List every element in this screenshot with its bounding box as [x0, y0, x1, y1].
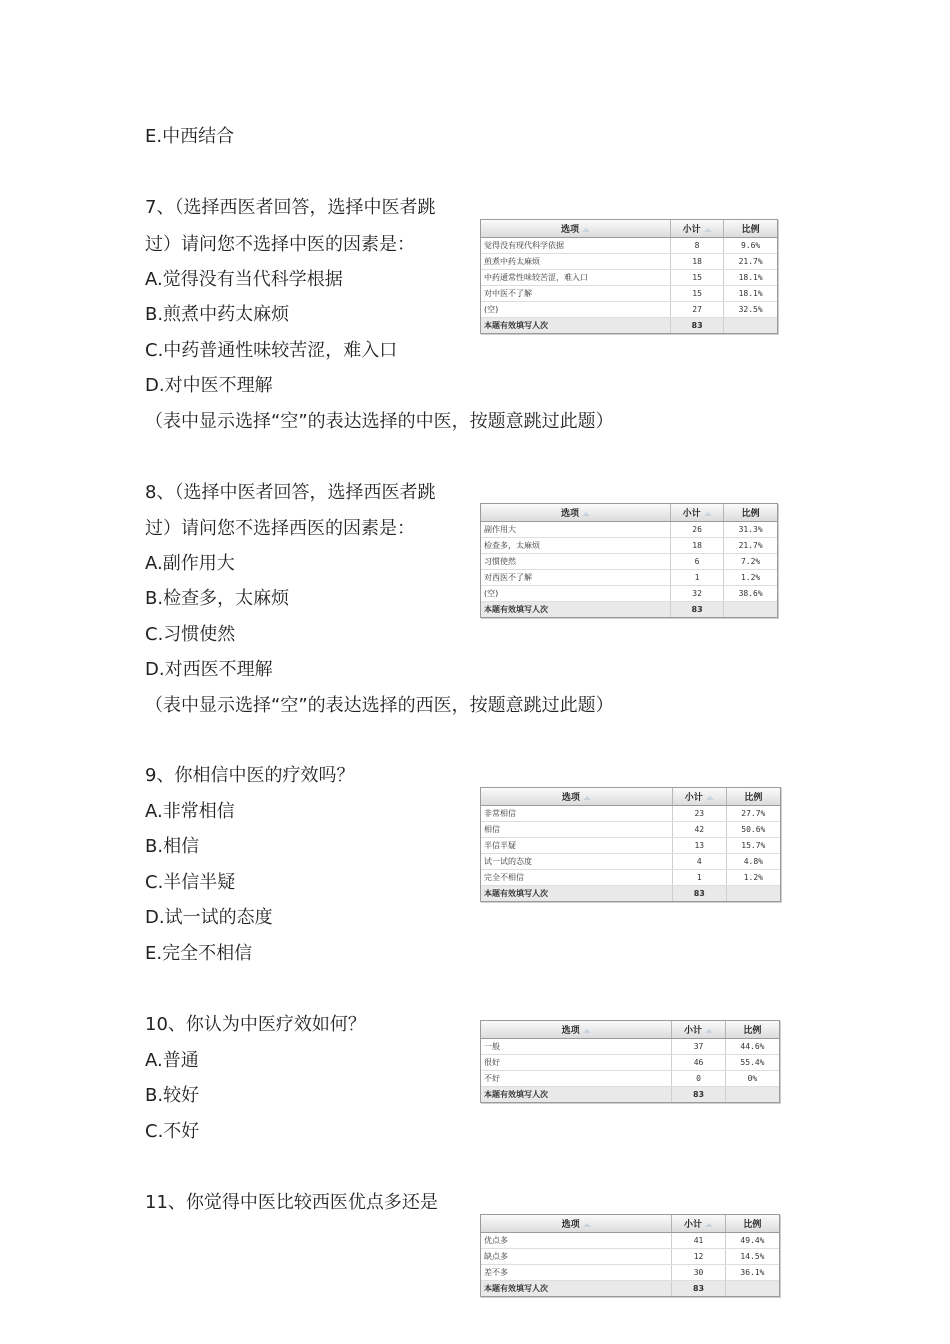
column-header-2[interactable]: 比例	[724, 220, 777, 238]
table-row	[481, 302, 777, 318]
column-header-2[interactable]: 比例	[725, 1215, 779, 1233]
q8-option-b: B.检查多，太麻烦	[145, 588, 290, 609]
option-cell: 一般	[481, 1039, 672, 1055]
count-cell: 4	[672, 854, 726, 870]
sort-arrow-icon	[704, 512, 712, 516]
percent-cell: 50.6%	[726, 822, 780, 838]
q9-option-e: E.完全不相信	[145, 943, 253, 964]
count-cell: 15	[670, 286, 723, 302]
table-header-row	[481, 1021, 779, 1039]
sort-arrow-icon	[706, 796, 714, 800]
option-cell: 觉得没有现代科学依据	[481, 238, 670, 254]
option-cell: 差不多	[481, 1265, 672, 1281]
column-header-2[interactable]: 比例	[725, 1021, 779, 1039]
table-row	[481, 570, 777, 586]
column-header-0[interactable]: 选项	[481, 1215, 672, 1233]
q10-option-b: B.较好	[145, 1085, 200, 1106]
count-cell: 32	[670, 586, 723, 602]
table-header-row	[481, 788, 780, 806]
q9-option-c: C.半信半疑	[145, 872, 236, 893]
total-percent-cell	[725, 1281, 779, 1297]
option-cell: 煎煮中药太麻烦	[481, 254, 670, 270]
table-total-row	[481, 318, 777, 334]
sort-arrow-icon	[582, 512, 590, 516]
table-row	[481, 586, 777, 602]
q8-option-d: D.对西医不理解	[145, 659, 273, 680]
column-header-2[interactable]: 比例	[726, 788, 780, 806]
total-count-cell: 83	[670, 602, 723, 618]
sort-arrow-icon	[583, 1029, 591, 1033]
table-total-row	[481, 1281, 779, 1297]
percent-cell: 55.4%	[725, 1055, 779, 1071]
sort-arrow-icon	[705, 1223, 713, 1227]
option-cell: 缺点多	[481, 1249, 672, 1265]
q7-note: （表中显示选择“空”的表达选择的中医，按题意跳过此题）	[145, 411, 614, 432]
table-header-row	[481, 220, 777, 238]
column-header-1[interactable]: 小计	[670, 220, 723, 238]
count-cell: 46	[672, 1055, 726, 1071]
sort-arrow-icon	[705, 1029, 713, 1033]
table-row	[481, 270, 777, 286]
count-cell: 37	[672, 1039, 726, 1055]
q7-title-line2: 过）请问您不选择中医的因素是：	[145, 234, 415, 255]
column-header-0[interactable]: 选项	[481, 1021, 672, 1039]
total-percent-cell	[725, 1087, 779, 1103]
q11-title: 11、你觉得中医比较西医优点多还是	[145, 1192, 438, 1213]
percent-cell: 4.8%	[726, 854, 780, 870]
option-cell: 对西医不了解	[481, 570, 670, 586]
q10-table-grid	[481, 1021, 779, 1102]
percent-cell: 9.6%	[724, 238, 777, 254]
option-cell: 半信半疑	[481, 838, 672, 854]
table-header-row	[481, 504, 777, 522]
total-label-cell: 本题有效填写人次	[481, 1281, 672, 1297]
sort-arrow-icon	[583, 1223, 591, 1227]
q10-option-a: A.普通	[145, 1050, 199, 1071]
table-row	[481, 1233, 779, 1249]
table-row	[481, 870, 780, 886]
total-label-cell: 本题有效填写人次	[481, 1087, 672, 1103]
column-header-0[interactable]: 选项	[481, 220, 670, 238]
percent-cell: 18.1%	[724, 270, 777, 286]
q8-table-grid	[481, 504, 777, 617]
count-cell: 12	[672, 1249, 726, 1265]
percent-cell: 27.7%	[726, 806, 780, 822]
column-header-1[interactable]: 小计	[672, 1021, 726, 1039]
percent-cell: 21.7%	[724, 254, 777, 270]
q9-table-grid	[481, 788, 780, 901]
count-cell: 23	[672, 806, 726, 822]
q10-results-table	[480, 1020, 780, 1103]
percent-cell: 15.7%	[726, 838, 780, 854]
column-header-0[interactable]: 选项	[481, 504, 670, 522]
total-label-cell: 本题有效填写人次	[481, 318, 670, 334]
count-cell: 41	[672, 1233, 726, 1249]
q10-title: 10、你认为中医疗效如何？	[145, 1014, 366, 1035]
total-percent-cell	[724, 318, 777, 334]
table-row	[481, 522, 777, 538]
option-cell: 对中医不了解	[481, 286, 670, 302]
option-cell: 不好	[481, 1071, 672, 1087]
q7-option-a: A.觉得没有当代科学根据	[145, 269, 343, 290]
table-row	[481, 254, 777, 270]
count-cell: 30	[672, 1265, 726, 1281]
percent-cell: 38.6%	[724, 586, 777, 602]
column-header-1[interactable]: 小计	[672, 1215, 726, 1233]
count-cell: 8	[670, 238, 723, 254]
total-count-cell: 83	[670, 318, 723, 334]
q9-results-table	[480, 787, 781, 902]
count-cell: 13	[672, 838, 726, 854]
q8-option-c: C.习惯使然	[145, 624, 236, 645]
q9-option-b: B.相信	[145, 836, 200, 857]
q9-option-d: D.试一试的态度	[145, 907, 273, 928]
column-header-1[interactable]: 小计	[670, 504, 723, 522]
percent-cell: 44.6%	[725, 1039, 779, 1055]
table-row	[481, 838, 780, 854]
q8-note: （表中显示选择“空”的表达选择的西医，按题意跳过此题）	[145, 695, 614, 716]
percent-cell: 18.1%	[724, 286, 777, 302]
q8-title-line1: 8、（选择中医者回答，选择西医者跳	[145, 482, 436, 503]
percent-cell: 14.5%	[725, 1249, 779, 1265]
table-row	[481, 1265, 779, 1281]
column-header-0[interactable]: 选项	[481, 788, 672, 806]
column-header-1[interactable]: 小计	[672, 788, 726, 806]
q9-option-a: A.非常相信	[145, 801, 235, 822]
count-cell: 18	[670, 538, 723, 554]
total-count-cell: 83	[672, 886, 726, 902]
total-count-cell: 83	[672, 1281, 726, 1297]
table-row	[481, 1055, 779, 1071]
q8-option-a: A.副作用大	[145, 553, 235, 574]
option-cell: 检查多，太麻烦	[481, 538, 670, 554]
q11-table-grid	[481, 1215, 779, 1296]
count-cell: 18	[670, 254, 723, 270]
q7-option-b: B.煎煮中药太麻烦	[145, 304, 290, 325]
total-label-cell: 本题有效填写人次	[481, 602, 670, 618]
percent-cell: 21.7%	[724, 538, 777, 554]
q10-option-c: C.不好	[145, 1121, 200, 1142]
q8-results-table	[480, 503, 778, 618]
q7-option-c: C.中药普通性味较苦涩，难入口	[145, 340, 398, 361]
percent-cell: 31.3%	[724, 522, 777, 538]
table-row	[481, 538, 777, 554]
q8-title-line2: 过）请问您不选择西医的因素是：	[145, 518, 415, 539]
table-row	[481, 1249, 779, 1265]
count-cell: 6	[670, 554, 723, 570]
option-cell: (空)	[481, 302, 670, 318]
percent-cell: 0%	[725, 1071, 779, 1087]
percent-cell: 49.4%	[725, 1233, 779, 1249]
total-percent-cell	[726, 886, 780, 902]
count-cell: 0	[672, 1071, 726, 1087]
table-row	[481, 1071, 779, 1087]
percent-cell: 1.2%	[724, 570, 777, 586]
sort-arrow-icon	[582, 228, 590, 232]
table-total-row	[481, 1087, 779, 1103]
count-cell: 1	[670, 570, 723, 586]
total-count-cell: 83	[672, 1087, 726, 1103]
option-cell: 完全不相信	[481, 870, 672, 886]
option-cell: 相信	[481, 822, 672, 838]
q7-option-d: D.对中医不理解	[145, 375, 273, 396]
table-total-row	[481, 886, 780, 902]
total-percent-cell	[724, 602, 777, 618]
option-cell: 中药通常性味较苦涩，难入口	[481, 270, 670, 286]
percent-cell: 1.2%	[726, 870, 780, 886]
percent-cell: 7.2%	[724, 554, 777, 570]
percent-cell: 32.5%	[724, 302, 777, 318]
table-row	[481, 822, 780, 838]
q11-results-table	[480, 1214, 780, 1297]
table-row	[481, 238, 777, 254]
count-cell: 15	[670, 270, 723, 286]
total-label-cell: 本题有效填写人次	[481, 886, 672, 902]
option-cell: (空)	[481, 586, 670, 602]
sort-arrow-icon	[583, 796, 591, 800]
q7-results-table	[480, 219, 778, 334]
column-header-2[interactable]: 比例	[724, 504, 777, 522]
sort-arrow-icon	[704, 228, 712, 232]
q6-option-e: E.中西结合	[145, 126, 235, 147]
option-cell: 很好	[481, 1055, 672, 1071]
table-row	[481, 286, 777, 302]
table-total-row	[481, 602, 777, 618]
q7-table-grid	[481, 220, 777, 333]
option-cell: 习惯使然	[481, 554, 670, 570]
count-cell: 1	[672, 870, 726, 886]
option-cell: 优点多	[481, 1233, 672, 1249]
table-header-row	[481, 1215, 779, 1233]
table-row	[481, 554, 777, 570]
q9-title: 9、你相信中医的疗效吗？	[145, 765, 355, 786]
count-cell: 42	[672, 822, 726, 838]
table-row	[481, 806, 780, 822]
count-cell: 26	[670, 522, 723, 538]
count-cell: 27	[670, 302, 723, 318]
table-row	[481, 1039, 779, 1055]
option-cell: 副作用大	[481, 522, 670, 538]
option-cell: 非常相信	[481, 806, 672, 822]
q7-title-line1: 7、（选择西医者回答，选择中医者跳	[145, 197, 436, 218]
table-row	[481, 854, 780, 870]
percent-cell: 36.1%	[725, 1265, 779, 1281]
option-cell: 试一试的态度	[481, 854, 672, 870]
